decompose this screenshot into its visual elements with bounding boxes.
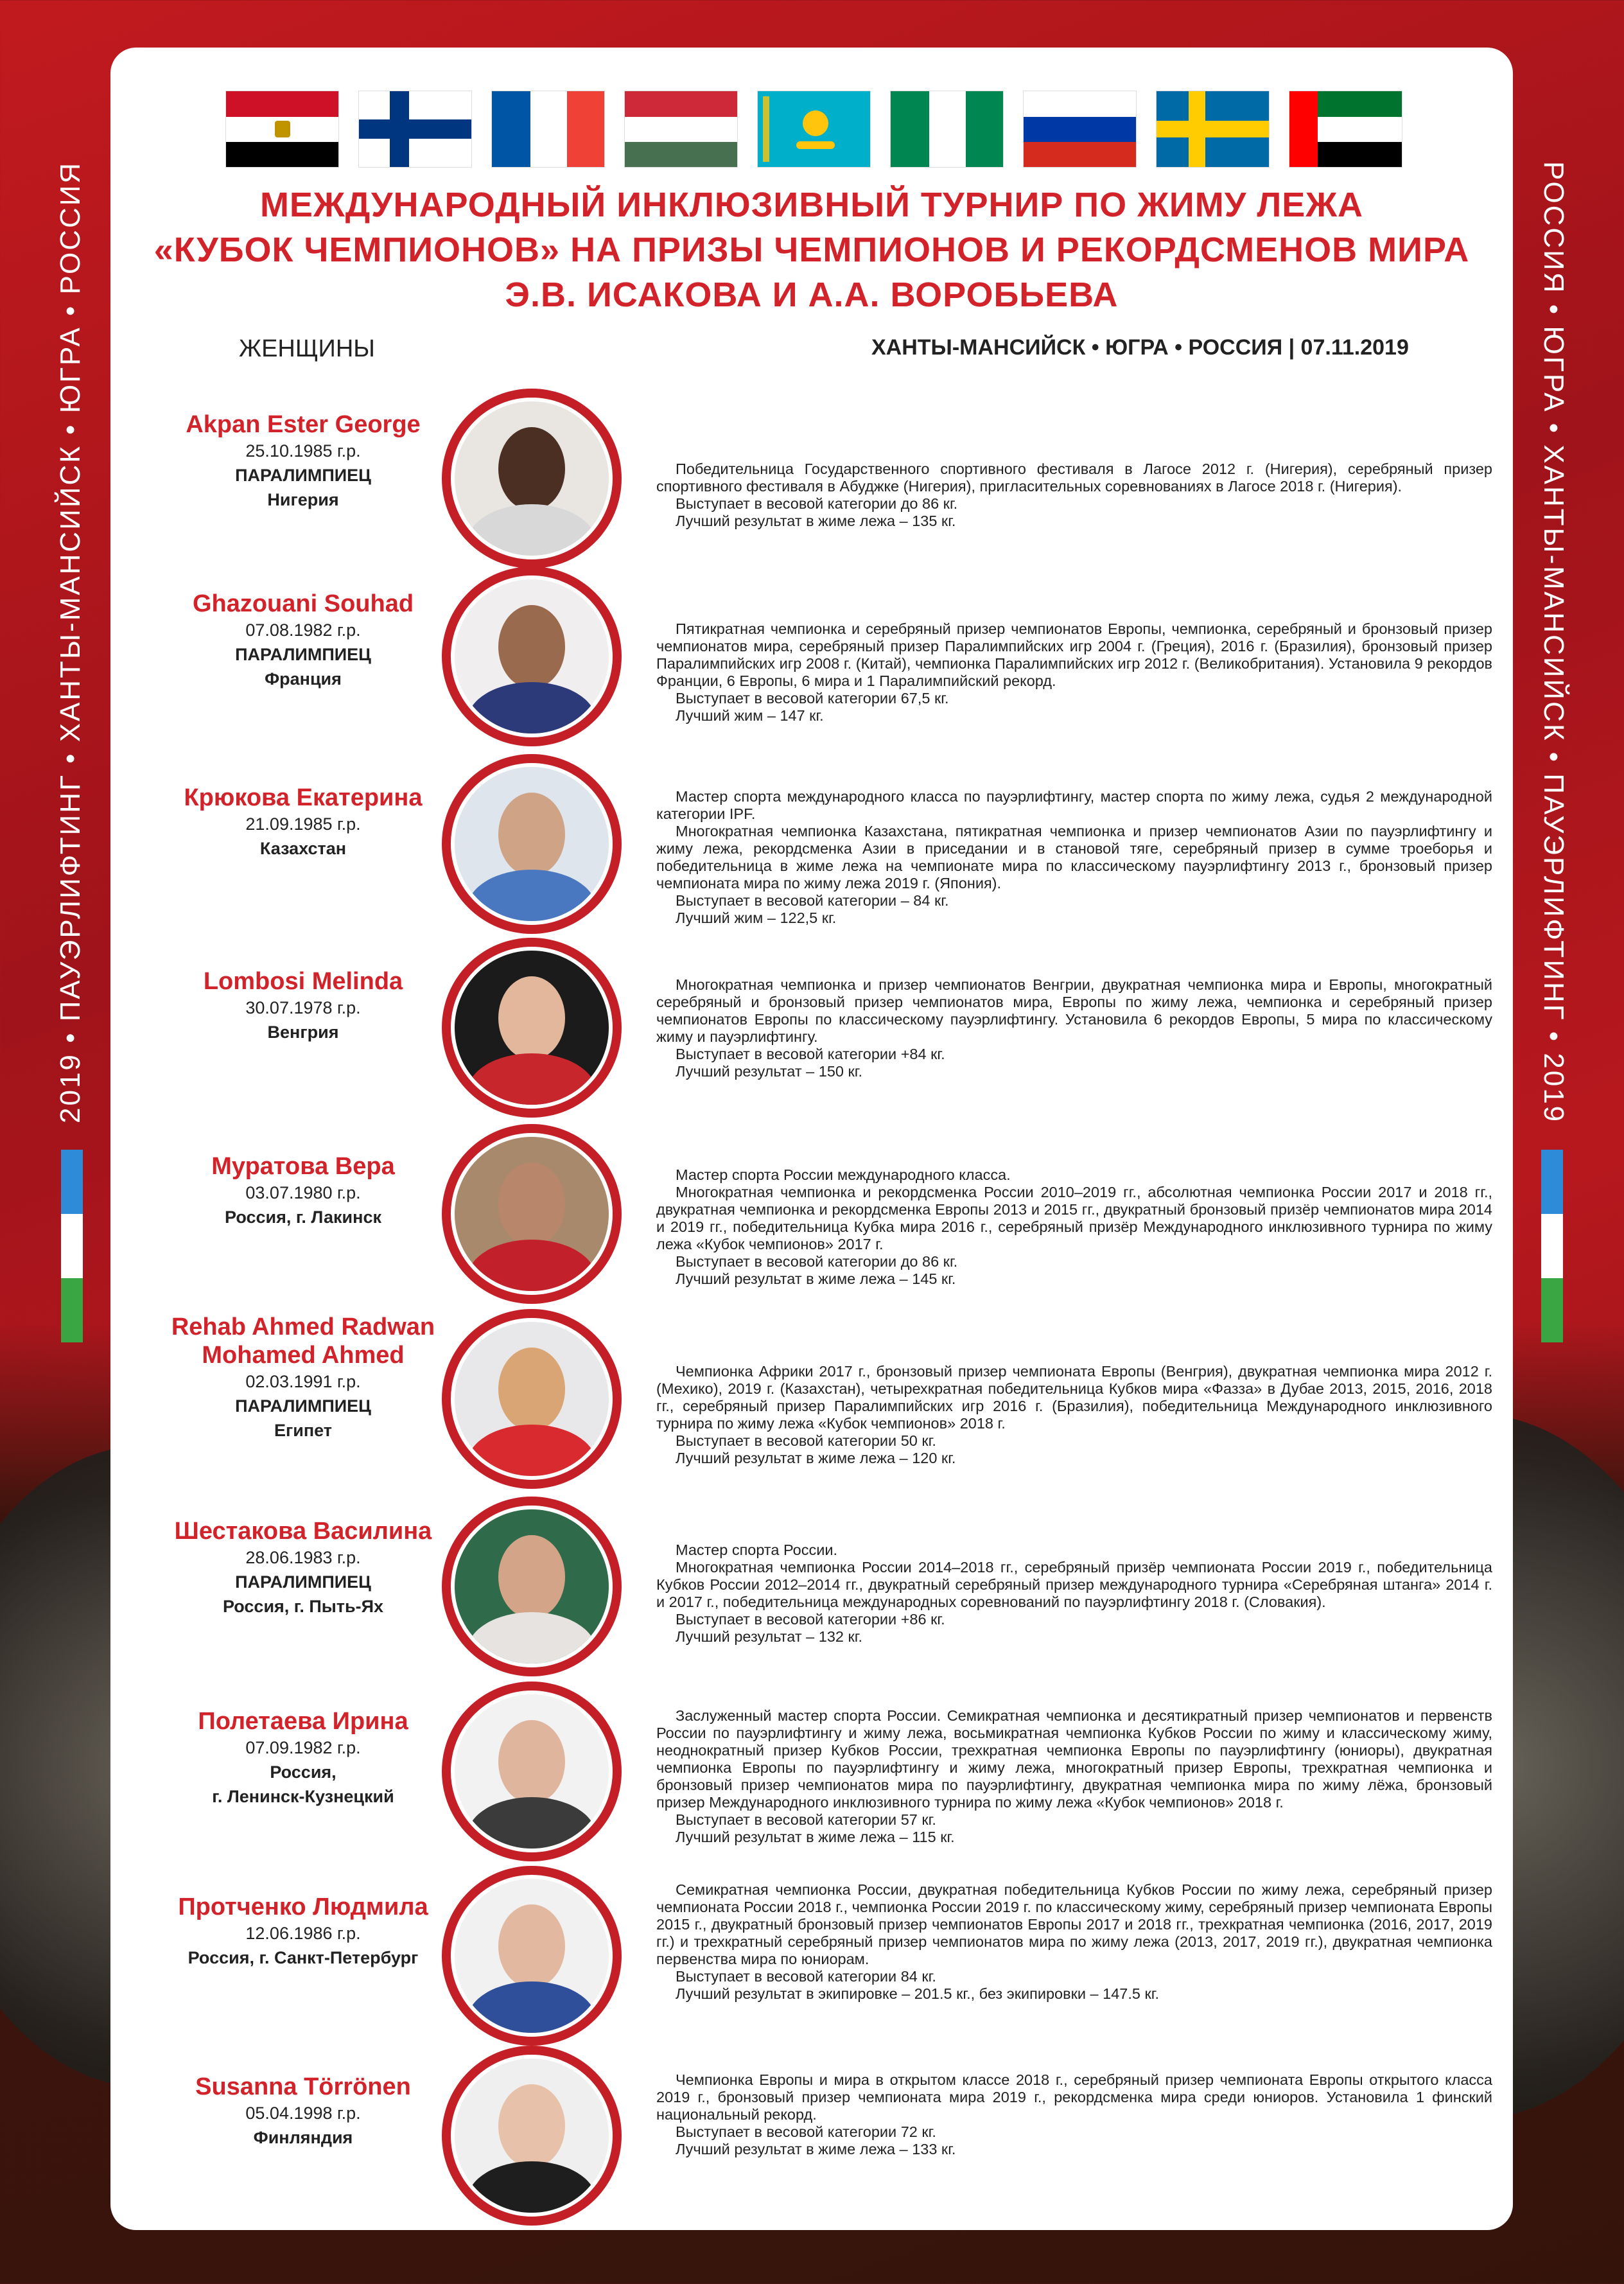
athlete-info (130, 590, 476, 691)
athlete-category: ПАРАЛИМПИЕЦ (235, 1572, 371, 1592)
athlete-name: Ghazouani Souhad (192, 590, 414, 617)
athlete-birthdate: 21.09.1985 г.р. (245, 814, 361, 834)
bio-paragraph: Победительница Государственного спортивного фестиваля в Лагосе 2012 г. (Нигерия), серебряный призер спортивного фестиваля в Абуджке (Нигерия), пригласительных соревнованиях в Лагосе 2018 г. (Нигерия). (656, 461, 1492, 495)
athlete-bio (656, 620, 1492, 725)
bio-paragraph: Многократная чемпионка России 2014–2018 гг., серебряный призёр чемпионата России 2019 г., победительница Кубков России 2012–2014 гг., двукратный серебряный призер международного турнира «Серебряная штанга» 2014 г. и 2017 г., победительница международных соревнований по пауэрлифтингу 2018 г. (Словакия). (656, 1559, 1492, 1610)
athlete-name: Lombosi Melinda (203, 968, 403, 995)
egypt-flag (226, 91, 338, 167)
bio-paragraph: Многократная чемпионка и рекордсменка России 2010–2019 гг., абсолютная чемпионка России 2017 и 2018 гг., двукратная чемпионка и рекордсменка Европы 2013 и 2015 гг., двукратный бронзовый призёр чемпионатов мира 2014 и 2019 гг., победительница Кубка мира 2016 г., серебряный призёр Международного инклюзивного турнира по жиму лежа «Кубок чемпионов» 2017 г. (656, 1184, 1492, 1252)
title-line-3: Э.В. ИСАКОВА И А.А. ВОРОБЬЕВА (505, 276, 1119, 314)
bio-paragraph: Многократная чемпионка Казахстана, пятикратная чемпионка и призер чемпионатов Азии по пауэрлифтингу и жиму лежа, рекордсменка Азии в приседании и в становой тяге, серебряный призер в сумме троеборья и победительница в жиме лежа на чемпионате мира по классическому пауэрлифтингу 2013 г., бронзовый призер чемпионата мира по жиму лежа 2019 г. (Япония). (656, 823, 1492, 892)
bio-paragraph: Мастер спорта России международного класса. (676, 1166, 1011, 1183)
athlete-card (110, 1127, 1513, 1300)
athlete-country: Египет (274, 1421, 333, 1440)
athlete-info (130, 1313, 476, 1443)
athlete-name: Крюкова Екатерина (184, 784, 423, 811)
athlete-photo (451, 1875, 613, 2037)
athlete-info (130, 967, 476, 1044)
athlete-card (110, 1684, 1513, 1858)
athlete-info (130, 410, 476, 512)
athlete-photo (451, 1691, 613, 1852)
bio-weight-class: Выступает в весовой категории 84 кг. (676, 1968, 936, 1985)
athlete-category: ПАРАЛИМПИЕЦ (235, 645, 371, 664)
athlete-bio (656, 1707, 1492, 1846)
kazakhstan-flag (758, 91, 870, 167)
athlete-bio (656, 461, 1492, 530)
bio-paragraph: Мастер спорта международного класса по пауэрлифтингу, мастер спорта по жиму лежа, судья 2 международной категории IPF. (656, 788, 1492, 822)
bio-best-result: Лучший результат в жиме лежа – 115 кг. (676, 1829, 955, 1845)
athlete-country: Россия, (270, 1762, 336, 1782)
bio-weight-class: Выступает в весовой категории 67,5 кг. (676, 690, 949, 707)
athlete-birthdate: 03.07.1980 г.р. (245, 1183, 361, 1202)
athlete-birthdate: 07.09.1982 г.р. (245, 1738, 361, 1757)
athlete-name: Akpan Ester George (186, 411, 421, 438)
athlete-country: Россия, г. Пыть-Ях (222, 1597, 384, 1616)
athlete-photo (451, 575, 613, 737)
bio-paragraph: Пятикратная чемпионка и серебряный призер чемпионатов Европы, чемпионка, серебряный и бронзовый призер чемпионатов мира, серебряный призер Паралимпийских игр 2004 г. (Греция), 2016 г. (Бразилия), бронзовый призер Паралимпийских игр 2008 г. (Китай), чемпионка Паралимпийских игр 2012 г. (Великобритания). Установила 9 рекордов Франции, 6 Европы, 6 мира и 1 Паралимпийский рекорд. (656, 620, 1492, 689)
athlete-name: Полетаева Ирина (198, 1708, 408, 1735)
title-line-2: «КУБОК ЧЕМПИОНОВ» НА ПРИЗЫ ЧЕМПИОНОВ И РЕКОРДСМЕНОВ МИРА (153, 231, 1470, 269)
bio-weight-class: Выступает в весовой категории 50 кг. (676, 1432, 936, 1449)
athlete-bio (656, 976, 1492, 1080)
poster-title (110, 182, 1513, 317)
bio-weight-class: Выступает в весовой категории 72 кг. (676, 2123, 936, 2140)
uae-flag (1289, 91, 1402, 167)
sweden-flag (1157, 91, 1269, 167)
athlete-country: Казахстан (259, 839, 347, 858)
finland-flag (359, 91, 471, 167)
bio-best-result: Лучший результат в жиме лежа – 145 кг. (676, 1270, 956, 1287)
athlete-name: Протченко Людмила (178, 1893, 428, 1920)
bio-weight-class: Выступает в весовой категории – 84 кг. (676, 892, 949, 909)
bio-weight-class: Выступает в весовой категории до 86 кг. (676, 1253, 958, 1270)
athlete-city: г. Ленинск-Кузнецкий (212, 1787, 394, 1806)
athlete-bio (656, 788, 1492, 927)
bio-weight-class: Выступает в весовой категории +84 кг. (676, 1046, 945, 1062)
athlete-card (110, 1499, 1513, 1673)
athlete-birthdate: 28.06.1983 г.р. (245, 1548, 361, 1567)
athlete-bio (656, 2071, 1492, 2158)
athlete-photo (451, 1506, 613, 1667)
athlete-bio (656, 1881, 1492, 2003)
france-flag (492, 91, 604, 167)
athlete-card (110, 757, 1513, 930)
athlete-country: Финляндия (253, 2128, 353, 2147)
athlete-birthdate: 25.10.1985 г.р. (245, 441, 361, 461)
bio-best-result: Лучший результат – 150 кг. (676, 1063, 862, 1080)
athlete-info (130, 784, 476, 861)
athlete-info (130, 1517, 476, 1619)
athlete-name: Rehab Ahmed Radwan Mohamed Ahmed (171, 1313, 435, 1369)
athlete-country: Нигерия (267, 490, 339, 509)
bio-best-result: Лучший результат в жиме лежа – 133 кг. (676, 2141, 956, 2157)
athlete-photo (451, 763, 613, 925)
athlete-photo (451, 947, 613, 1109)
athlete-info (130, 1707, 476, 1809)
athlete-birthdate: 02.03.1991 г.р. (245, 1372, 361, 1391)
athlete-category: ПАРАЛИМПИЕЦ (235, 466, 371, 485)
athlete-birthdate: 12.06.1986 г.р. (245, 1924, 361, 1943)
athlete-card (110, 1881, 1513, 2055)
athlete-photo (451, 398, 613, 559)
bio-weight-class: Выступает в весовой категории 57 кг. (676, 1811, 936, 1828)
yugra-stripe-right (1541, 1150, 1563, 1342)
athlete-photo (451, 2055, 613, 2217)
athlete-birthdate: 30.07.1978 г.р. (245, 998, 361, 1017)
hungary-flag (625, 91, 737, 167)
title-line-1: МЕЖДУНАРОДНЫЙ ИНКЛЮЗИВНЫЙ ТУРНИР ПО ЖИМУ ЛЕЖА (259, 186, 1364, 224)
athlete-name: Susanna Törrönen (195, 2073, 411, 2100)
athlete-birthdate: 05.04.1998 г.р. (245, 2104, 361, 2123)
bio-best-result: Лучший результат в жиме лежа – 120 кг. (676, 1450, 956, 1466)
athlete-info (130, 1893, 476, 1970)
side-banner-right: РОССИЯ • ЮГРА • ХАНТЫ-МАНСИЙСК • ПАУЭРЛИФТИНГ • 2019 (1538, 161, 1569, 1124)
bio-paragraph: Мастер спорта России. (676, 1542, 838, 1558)
athlete-name: Муратова Вера (211, 1153, 395, 1180)
bio-paragraph: Чемпионка Европы и мира в открытом классе 2018 г., серебряный призер чемпионата Европы открытого класса 2019 г., бронзовый призер чемпионата мира 2019 г., рекордсменка мира среди юниоров. Установила 1 финский национальный рекорд. (656, 2071, 1492, 2123)
bio-weight-class: Выступает в весовой категории до 86 кг. (676, 495, 958, 512)
bio-best-result: Лучший результат в жиме лежа – 135 кг. (676, 513, 956, 529)
bio-paragraph: Заслуженный мастер спорта России. Семикратная чемпионка и десятикратный призер чемпионатов и первенств России по пауэрлифтингу и жиму лежа, восьмикратная чемпионка Кубков России по жиму и классическому жиму, неоднократный призер Кубков России, трехкратная чемпионка Европы по пауэрлифтингу (юниоры), двукратная чемпионка Европы по пауэрлифтингу и жиму лежа, многократный призер Европы, трехкратная чемпионка и бронзовый призер чемпионатов мира по пауэрлифтингу, двукратная чемпионка мира по жиму лёжа, бронзовый призер Международного инклюзивного турнира по жиму лежа «Кубок чемпионов» 2018 г. (656, 1707, 1492, 1811)
bio-best-result: Лучший результат в экипировке – 201.5 кг., без экипировки – 147.5 кг. (676, 1985, 1159, 2002)
athlete-category: ПАРАЛИМПИЕЦ (235, 1396, 371, 1416)
athlete-card (110, 940, 1513, 1114)
athlete-card (110, 1312, 1513, 1485)
section-label: ЖЕНЩИНЫ (239, 335, 375, 362)
nigeria-flag (891, 91, 1003, 167)
athlete-card (110, 385, 1513, 558)
poster-card (110, 48, 1513, 2230)
flags-row (226, 91, 1402, 167)
athlete-card (110, 2068, 1513, 2241)
athlete-bio (656, 1166, 1492, 1288)
athlete-country: Россия, г. Санкт-Петербург (188, 1948, 419, 1967)
bio-best-result: Лучший результат – 132 кг. (676, 1628, 862, 1645)
athlete-info (130, 1152, 476, 1229)
athlete-info (130, 2073, 476, 2150)
bio-paragraph: Чемпионка Африки 2017 г., бронзовый призер чемпионата Европы (Венгрия), двукратная чемпионка мира 2012 г. (Мехико), 2019 г. (Казахстан), четырехкратная победительница Кубков мира «Фазза» в Дубае 2013, 2015, 2016, 2018 гг., серебряный призер Паралимпийских игр 2016 г. (Бразилия), победительница Международного инклюзивного турнира по жиму лежа «Кубок чемпионов» 2018 г. (656, 1363, 1492, 1432)
bio-weight-class: Выступает в весовой категории +86 кг. (676, 1611, 945, 1628)
bio-paragraph: Многократная чемпионка и призер чемпионатов Венгрии, двукратная чемпионка мира и Европы, многократный серебряный и бронзовый призер чемпионатов мира, Европы по жиму лежа, чемпионка и серебряный призер чемпионатов Европы по классическому пауэрлифтингу. Установила 6 рекордов Европы, 5 мира по классическому жиму и пауэрлифтингу. (656, 976, 1492, 1045)
athlete-card (110, 569, 1513, 742)
place-date: ХАНТЫ-МАНСИЙСК • ЮГРА • РОССИЯ | 07.11.2019 (871, 335, 1409, 360)
bio-best-result: Лучший жим – 122,5 кг. (676, 909, 837, 926)
athlete-country: Франция (265, 669, 342, 689)
athlete-bio (656, 1542, 1492, 1646)
yugra-stripe-left (61, 1150, 83, 1342)
side-banner-left: 2019 • ПАУЭРЛИФТИНГ • ХАНТЫ-МАНСИЙСК • ЮГРА • РОССИЯ (55, 161, 86, 1124)
athlete-country: Венгрия (267, 1023, 339, 1042)
athlete-photo (451, 1133, 613, 1295)
athlete-bio (656, 1363, 1492, 1467)
bio-best-result: Лучший жим – 147 кг. (676, 707, 824, 724)
athlete-country: Россия, г. Лакинск (225, 1208, 381, 1227)
russia-flag (1024, 91, 1136, 167)
athlete-name: Шестакова Василина (174, 1518, 432, 1545)
athlete-photo (451, 1318, 613, 1480)
athlete-birthdate: 07.08.1982 г.р. (245, 620, 361, 640)
bio-paragraph: Семикратная чемпионка России, двукратная победительница Кубков России по жиму лежа, серебряный призер чемпионата России 2018 г., чемпионка России 2019 г. по классическому жиму, серебряный призер чемпионата Европы 2015 г., двукратный бронзовый призер чемпионатов Европы 2017 и 2018 гг., трехкратная чемпионка (2016, 2017, 2019 гг.) и трехкратный серебряный призер чемпионатов мира по жиму лежа (2013, 2017, 2019 гг.), двукратная чемпионка первенства мира по юниорам. (656, 1881, 1492, 1967)
